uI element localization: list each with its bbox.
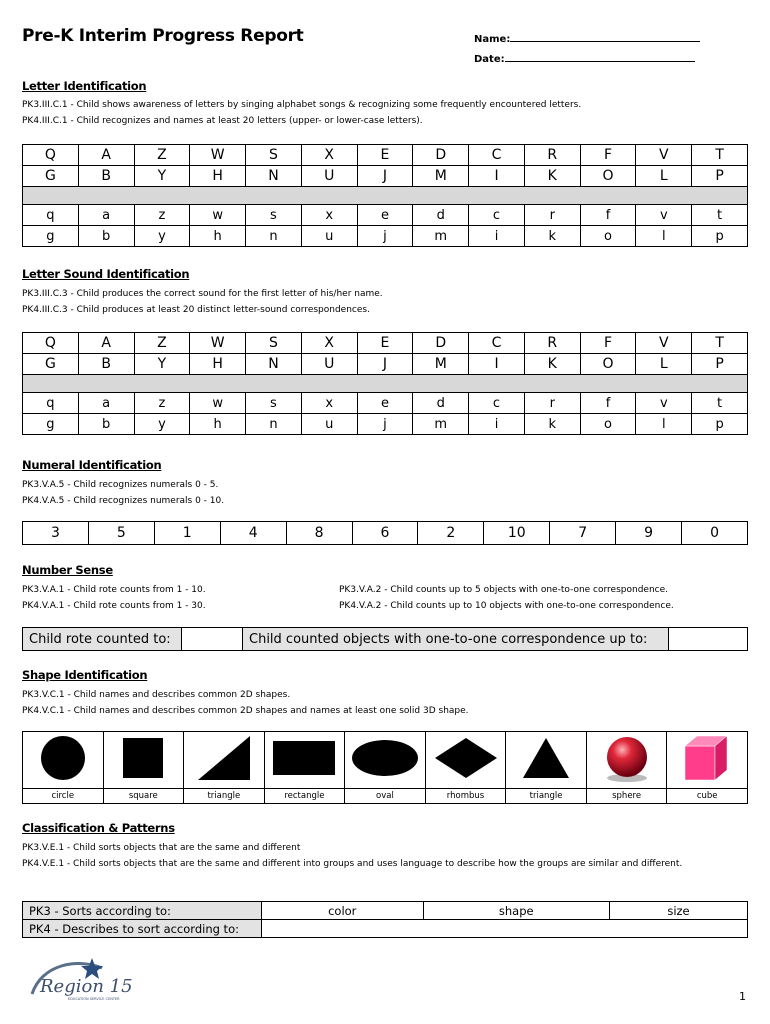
grid-cell: 8 bbox=[286, 522, 352, 545]
grid-cell: r bbox=[524, 205, 580, 226]
pk3-sort-label: PK3 - Sorts according to: bbox=[23, 902, 262, 920]
number-sense-standards-left bbox=[22, 582, 332, 614]
grid-cell: 9 bbox=[616, 522, 682, 545]
grid-cell: f bbox=[580, 205, 636, 226]
one-to-one-label: Child counted objects with one-to-one correspondence up to: bbox=[243, 628, 669, 651]
standard-text: PK4.V.A.2 - Child counts up to 10 objects with one-to-one correspondence. bbox=[339, 601, 674, 611]
pk4-sort-answer-cell[interactable] bbox=[262, 920, 748, 938]
standard-text: PK3.V.E.1 - Child sorts objects that are the same and different bbox=[22, 843, 301, 853]
grid-cell: d bbox=[413, 205, 469, 226]
grid-cell: n bbox=[246, 226, 302, 247]
grid-cell: G bbox=[23, 354, 79, 375]
grid-cell: f bbox=[580, 393, 636, 414]
grid-cell: F bbox=[580, 333, 636, 354]
grid-cell: Y bbox=[134, 166, 190, 187]
standard-text: PK3.V.A.5 - Child recognizes numerals 0 - 5. bbox=[22, 480, 219, 490]
standard-text: PK4.V.C.1 - Child names and describes common 2D shapes and names at least one solid 3D shape. bbox=[22, 706, 469, 716]
grid-cell: q bbox=[23, 393, 79, 414]
grid-cell: b bbox=[78, 414, 134, 435]
grid-cell: k bbox=[524, 414, 580, 435]
letter-sound-standards bbox=[22, 286, 737, 318]
classification-heading: Classification & Patterns bbox=[22, 821, 175, 835]
grid-cell: W bbox=[190, 145, 246, 166]
grid-cell: r bbox=[524, 393, 580, 414]
shape-label-row bbox=[23, 789, 748, 804]
grid-cell: F bbox=[580, 145, 636, 166]
grid-cell: 0 bbox=[682, 522, 748, 545]
numeral-standards bbox=[22, 477, 737, 509]
name-field[interactable] bbox=[474, 32, 700, 45]
grid-cell: p bbox=[692, 226, 748, 247]
one-to-one-answer-cell[interactable] bbox=[669, 628, 748, 651]
grid-cell: y bbox=[134, 414, 190, 435]
grid-cell: d bbox=[413, 393, 469, 414]
grid-cell: D bbox=[413, 145, 469, 166]
name-label: Name: bbox=[474, 34, 511, 45]
grid-cell: Z bbox=[134, 333, 190, 354]
letter-sound-heading: Letter Sound Identification bbox=[22, 267, 190, 281]
number-sense-standards-right bbox=[339, 582, 739, 614]
rote-count-label: Child rote counted to: bbox=[23, 628, 182, 651]
grid-cell: v bbox=[636, 205, 692, 226]
number-sense-heading: Number Sense bbox=[22, 563, 113, 577]
sphere-icon bbox=[586, 732, 667, 789]
number-sense-table bbox=[22, 627, 748, 651]
grid-cell: H bbox=[190, 354, 246, 375]
grid-cell: o bbox=[580, 226, 636, 247]
date-label: Date: bbox=[474, 54, 505, 65]
grid-cell: n bbox=[246, 414, 302, 435]
logo-subtext: EDUCATION SERVICE CENTER bbox=[68, 997, 120, 1001]
page-number: 1 bbox=[739, 990, 746, 1003]
grid-cell: h bbox=[190, 226, 246, 247]
grid-cell: rhombus bbox=[425, 789, 506, 804]
grid-cell: c bbox=[469, 393, 525, 414]
grid-cell: q bbox=[23, 205, 79, 226]
pk4-sort-label: PK4 - Describes to sort according to: bbox=[23, 920, 262, 938]
grid-cell: oval bbox=[345, 789, 426, 804]
grid-cell: g bbox=[23, 226, 79, 247]
sort-option-size[interactable]: size bbox=[609, 902, 747, 920]
grid-cell: H bbox=[190, 166, 246, 187]
page-title: Pre-K Interim Progress Report bbox=[22, 26, 304, 46]
grid-row bbox=[23, 333, 748, 354]
grid-cell: 7 bbox=[550, 522, 616, 545]
grid-cell: z bbox=[134, 393, 190, 414]
grid-cell: a bbox=[78, 393, 134, 414]
standard-text: PK4.V.E.1 - Child sorts objects that are the same and different into groups and uses language to describe how the groups are similar and different. bbox=[22, 859, 683, 869]
standard-text: PK4.III.C.1 - Child recognizes and names at least 20 letters (upper- or lower-case letters). bbox=[22, 116, 423, 126]
grid-cell: e bbox=[357, 393, 413, 414]
numeral-heading: Numeral Identification bbox=[22, 458, 162, 472]
grid-cell: x bbox=[301, 393, 357, 414]
grid-cell: x bbox=[301, 205, 357, 226]
grid-cell: B bbox=[78, 166, 134, 187]
grid-cell: rectangle bbox=[264, 789, 345, 804]
grid-cell: U bbox=[301, 354, 357, 375]
shape-standards bbox=[22, 687, 737, 719]
grid-cell: O bbox=[580, 166, 636, 187]
grid-cell: P bbox=[692, 166, 748, 187]
square-icon bbox=[103, 732, 184, 789]
grid-cell: s bbox=[246, 393, 302, 414]
region-15-logo bbox=[22, 954, 142, 1008]
grid-cell: 1 bbox=[154, 522, 220, 545]
grid-row bbox=[23, 414, 748, 435]
grid-cell: Y bbox=[134, 354, 190, 375]
grid-row bbox=[23, 226, 748, 247]
grid-cell: w bbox=[190, 205, 246, 226]
grid-cell: cube bbox=[667, 789, 748, 804]
letter-id-grid bbox=[22, 144, 748, 247]
grid-cell: E bbox=[357, 333, 413, 354]
name-line[interactable] bbox=[510, 32, 700, 42]
shape-heading: Shape Identification bbox=[22, 668, 148, 682]
grid-cell: S bbox=[246, 333, 302, 354]
grid-cell: A bbox=[78, 145, 134, 166]
grid-cell: N bbox=[246, 354, 302, 375]
grid-cell: i bbox=[469, 226, 525, 247]
grid-cell: c bbox=[469, 205, 525, 226]
letter-sound-grid bbox=[22, 332, 748, 435]
grid-cell: R bbox=[524, 333, 580, 354]
grid-cell: j bbox=[357, 414, 413, 435]
grid-cell: Q bbox=[23, 333, 79, 354]
grid-cell: u bbox=[301, 414, 357, 435]
grid-cell: u bbox=[301, 226, 357, 247]
grid-cell: v bbox=[636, 393, 692, 414]
shape-grid bbox=[22, 731, 748, 804]
grid-cell: N bbox=[246, 166, 302, 187]
grid-cell: M bbox=[413, 354, 469, 375]
grid-cell: L bbox=[636, 354, 692, 375]
grid-cell: t bbox=[692, 205, 748, 226]
grid-cell: y bbox=[134, 226, 190, 247]
grid-cell: Z bbox=[134, 145, 190, 166]
letter-id-standards bbox=[22, 97, 737, 129]
grid-row bbox=[23, 166, 748, 187]
grid-cell: B bbox=[78, 354, 134, 375]
grid-cell: m bbox=[413, 226, 469, 247]
standard-text: PK3.III.C.1 - Child shows awareness of letters by singing alphabet songs & recognizing some frequently encountered letters. bbox=[22, 100, 582, 110]
grid-cell: 10 bbox=[484, 522, 550, 545]
grid-cell: K bbox=[524, 166, 580, 187]
grid-cell: triangle bbox=[184, 789, 265, 804]
grid-cell: I bbox=[469, 166, 525, 187]
grid-cell: o bbox=[580, 414, 636, 435]
circle-icon bbox=[23, 732, 104, 789]
grid-cell: C bbox=[469, 333, 525, 354]
numeral-grid bbox=[22, 521, 748, 545]
classification-table bbox=[22, 901, 748, 938]
standard-text: PK3.V.C.1 - Child names and describes common 2D shapes. bbox=[22, 690, 291, 700]
date-line[interactable] bbox=[505, 52, 695, 62]
sort-option-color[interactable]: color bbox=[262, 902, 424, 920]
grid-cell: G bbox=[23, 166, 79, 187]
right-triangle-icon bbox=[184, 732, 265, 789]
grid-cell: A bbox=[78, 333, 134, 354]
grid-cell: V bbox=[636, 145, 692, 166]
grid-cell: b bbox=[78, 226, 134, 247]
grid-cell: t bbox=[692, 393, 748, 414]
grid-cell: a bbox=[78, 205, 134, 226]
grid-cell: 6 bbox=[352, 522, 418, 545]
standard-text: PK3.III.C.3 - Child produces the correct sound for the first letter of his/her name. bbox=[22, 289, 383, 299]
standard-text: PK3.V.A.1 - Child rote counts from 1 - 10. bbox=[22, 585, 206, 595]
logo-text: Region 15 bbox=[40, 976, 133, 997]
cube-icon bbox=[667, 732, 748, 789]
standard-text: PK4.III.C.3 - Child produces at least 20 distinct letter-sound correspondences. bbox=[22, 305, 370, 315]
grid-cell: K bbox=[524, 354, 580, 375]
grid-cell: z bbox=[134, 205, 190, 226]
rhombus-icon bbox=[425, 732, 506, 789]
grid-row bbox=[23, 522, 748, 545]
grid-cell: w bbox=[190, 393, 246, 414]
triangle-icon bbox=[506, 732, 587, 789]
grid-cell: W bbox=[190, 333, 246, 354]
standard-text: PK3.V.A.2 - Child counts up to 5 objects with one-to-one correspondence. bbox=[339, 585, 669, 595]
grid-cell: J bbox=[357, 166, 413, 187]
grid-cell: e bbox=[357, 205, 413, 226]
grid-cell: P bbox=[692, 354, 748, 375]
grid-cell: l bbox=[636, 414, 692, 435]
grid-cell: 2 bbox=[418, 522, 484, 545]
grid-cell: O bbox=[580, 354, 636, 375]
grid-cell: L bbox=[636, 166, 692, 187]
grid-cell: square bbox=[103, 789, 184, 804]
standard-text: PK4.V.A.5 - Child recognizes numerals 0 - 10. bbox=[22, 496, 225, 506]
grid-row bbox=[23, 393, 748, 414]
grid-cell: i bbox=[469, 414, 525, 435]
grid-cell: l bbox=[636, 226, 692, 247]
grid-cell: p bbox=[692, 414, 748, 435]
grid-cell: m bbox=[413, 414, 469, 435]
sort-option-shape[interactable]: shape bbox=[423, 902, 609, 920]
grid-cell: h bbox=[190, 414, 246, 435]
grid-cell: 5 bbox=[88, 522, 154, 545]
grid-cell: D bbox=[413, 333, 469, 354]
grid-cell: Q bbox=[23, 145, 79, 166]
grid-cell: X bbox=[301, 145, 357, 166]
rote-count-answer-cell[interactable] bbox=[182, 628, 243, 651]
grid-cell: R bbox=[524, 145, 580, 166]
grid-cell: triangle bbox=[506, 789, 587, 804]
grid-row bbox=[23, 205, 748, 226]
rectangle-icon bbox=[264, 732, 345, 789]
grid-cell: M bbox=[413, 166, 469, 187]
classification-standards bbox=[22, 840, 737, 872]
date-field[interactable] bbox=[474, 52, 695, 65]
grid-cell: T bbox=[692, 145, 748, 166]
grid-cell: 4 bbox=[220, 522, 286, 545]
grid-cell: J bbox=[357, 354, 413, 375]
letter-id-heading: Letter Identification bbox=[22, 79, 147, 93]
grid-divider-row bbox=[23, 187, 748, 205]
grid-cell: 3 bbox=[23, 522, 89, 545]
grid-cell: C bbox=[469, 145, 525, 166]
grid-divider-row bbox=[23, 375, 748, 393]
grid-cell: T bbox=[692, 333, 748, 354]
grid-cell: E bbox=[357, 145, 413, 166]
grid-row bbox=[23, 354, 748, 375]
grid-cell: g bbox=[23, 414, 79, 435]
grid-cell: I bbox=[469, 354, 525, 375]
oval-icon bbox=[345, 732, 426, 789]
grid-cell: k bbox=[524, 226, 580, 247]
grid-cell: sphere bbox=[586, 789, 667, 804]
grid-cell: j bbox=[357, 226, 413, 247]
grid-cell: s bbox=[246, 205, 302, 226]
grid-cell: circle bbox=[23, 789, 104, 804]
grid-cell: U bbox=[301, 166, 357, 187]
standard-text: PK4.V.A.1 - Child rote counts from 1 - 30. bbox=[22, 601, 206, 611]
grid-row bbox=[23, 145, 748, 166]
grid-cell: V bbox=[636, 333, 692, 354]
grid-cell: S bbox=[246, 145, 302, 166]
grid-cell: X bbox=[301, 333, 357, 354]
